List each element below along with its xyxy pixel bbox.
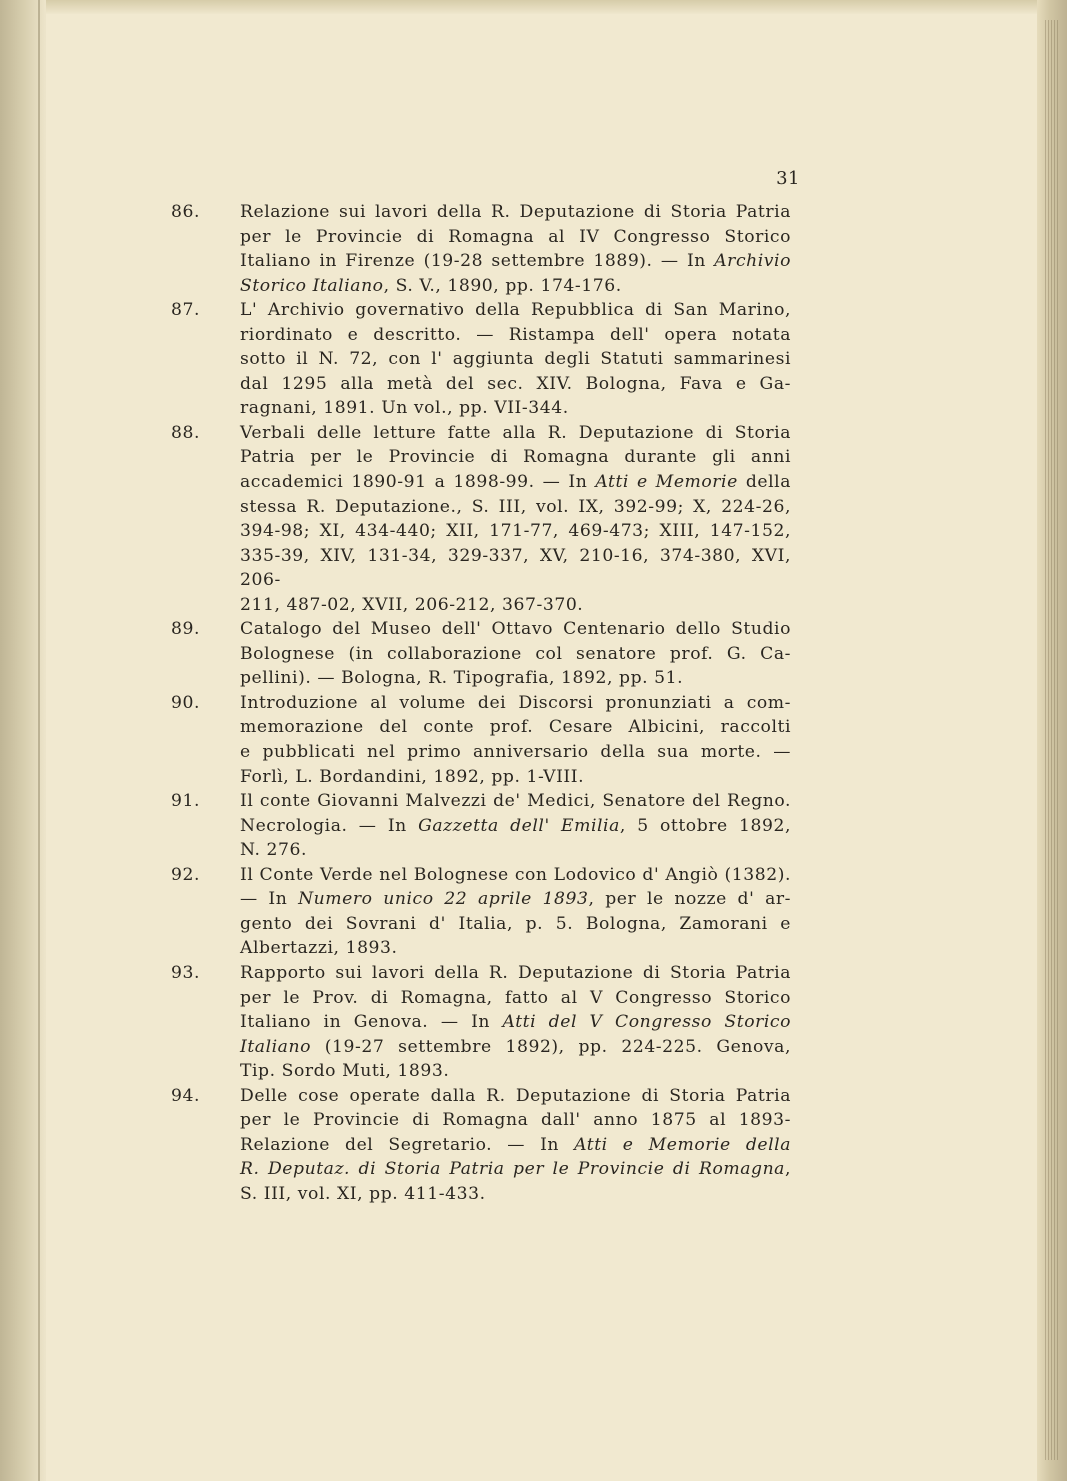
entry-text: Patria per le Provincie di Romagna durante gli anni <box>240 447 791 468</box>
entry-line <box>212 691 791 716</box>
bibliography-entry <box>171 1084 791 1207</box>
italic-title: Italiano <box>240 1036 312 1057</box>
entry-line <box>212 863 791 888</box>
entry-line <box>212 838 791 863</box>
entry-text: ragnani, 1891. Un vol., pp. VII-344. <box>240 398 569 419</box>
entry-text: , <box>784 1159 791 1180</box>
entry-text: accademici 1890-91 a 1898-99. — In <box>240 472 596 493</box>
entry-text: Introduzione al volume dei Discorsi pronunziati a com- <box>240 692 791 713</box>
entry-line <box>212 347 791 372</box>
entry-text: memorazione del conte prof. Cesare Albicini, raccolti <box>240 717 791 738</box>
bibliography-list <box>171 200 791 1206</box>
entry-text: pellini). — Bologna, R. Tipografia, 1892, pp. 51. <box>240 668 684 689</box>
entry-number: 93. <box>171 962 200 983</box>
entry-text: sotto il N. 72, con l' aggiunta degli Statuti sammarinesi <box>240 349 791 370</box>
entry-line <box>212 814 791 839</box>
entry-line <box>212 544 791 593</box>
page-stack-lines <box>1045 20 1059 1460</box>
page-top-edge <box>40 0 1047 14</box>
bibliography-entry <box>171 961 791 1084</box>
entry-text: Forlì, L. Bordandini, 1892, pp. 1-VIII. <box>240 766 585 787</box>
bibliography-entry <box>171 617 791 691</box>
italic-title: Atti del V Congresso Storico <box>502 1012 791 1033</box>
entry-line <box>212 274 791 299</box>
entry-text: Il Conte Verde nel Bolognese con Lodovico d' Angiò (1382). <box>240 864 791 885</box>
entry-line <box>212 1035 791 1060</box>
entry-line <box>212 519 791 544</box>
entry-text: dal 1295 alla metà del sec. XIV. Bologna, Fava e Ga- <box>240 373 791 394</box>
entry-text: Relazione del Segretario. — In <box>240 1134 575 1155</box>
entry-text: Necrologia. — In <box>240 815 419 836</box>
entry-text: Italiano in Genova. — In <box>240 1012 503 1033</box>
entry-line <box>212 298 791 323</box>
italic-title: Atti e Memorie della <box>574 1134 791 1155</box>
entry-line <box>212 396 791 421</box>
bibliography-entry <box>171 789 791 863</box>
entry-line <box>212 445 791 470</box>
entry-line <box>212 666 791 691</box>
entry-line <box>212 470 791 495</box>
entry-text: e pubblicati nel primo anniversario della sua morte. — <box>240 742 791 763</box>
entry-line <box>212 789 791 814</box>
entry-text: , per le nozze d' ar- <box>588 889 791 910</box>
bibliography-entry <box>171 863 791 961</box>
entry-text: S. III, vol. XI, pp. 411-433. <box>240 1183 486 1204</box>
italic-title: Numero unico 22 aprile 1893 <box>298 889 589 910</box>
italic-title: Atti e Memorie <box>595 472 738 493</box>
entry-number: 86. <box>171 202 200 222</box>
page-stack-edge <box>1037 0 1067 1481</box>
entry-number: 92. <box>171 864 200 885</box>
entry-text: per le Provincie di Romagna al IV Congresso Storico <box>240 226 791 247</box>
bibliography-entry <box>171 298 791 421</box>
entry-text: Delle cose operate dalla R. Deputazione di Storia Patria <box>240 1085 791 1106</box>
page-number: 31 <box>776 168 800 189</box>
entry-text: per le Provincie di Romagna dall' anno 1875 al 1893- <box>240 1110 791 1131</box>
entry-line <box>212 887 791 912</box>
entry-text: per le Prov. di Romagna, fatto al V Congresso Storico <box>240 987 791 1008</box>
binding-gutter <box>38 0 40 1481</box>
entry-text: gento dei Sovrani d' Italia, p. 5. Bologna, Zamorani e <box>240 913 791 934</box>
entry-text: Rapporto sui lavori della R. Deputazione di Storia Patria <box>240 962 791 983</box>
entry-text: Relazione sui lavori della R. Deputazione di Storia Patria <box>240 202 791 222</box>
bibliography-entry <box>171 691 791 789</box>
entry-text: 394-98; XI, 434-440; XII, 171-77, 469-473; XIII, 147-152, <box>240 521 791 542</box>
entry-text: Tip. Sordo Muti, 1893. <box>240 1061 450 1082</box>
entry-line <box>212 1133 791 1158</box>
entry-text: — In <box>240 889 299 910</box>
italic-title: Gazzetta dell' Emilia <box>418 815 620 836</box>
entry-line <box>212 740 791 765</box>
entry-text: Albertazzi, 1893. <box>240 938 398 959</box>
entry-text: 335-39, XIV, 131-34, 329-337, XV, 210-16, 374-380, XVI, 206- <box>240 545 791 591</box>
entry-line <box>212 249 791 274</box>
entry-line <box>212 986 791 1011</box>
entry-line <box>212 1084 791 1109</box>
entry-text: L' Archivio governativo della Repubblica di San Marino, <box>240 300 791 321</box>
bibliography-entry <box>171 421 791 617</box>
entry-line <box>212 936 791 961</box>
entry-number: 87. <box>171 300 200 321</box>
entry-line <box>212 323 791 348</box>
entry-line <box>212 765 791 790</box>
entry-text: Italiano in Firenze (19-28 settembre 1889). — In <box>240 251 715 272</box>
entry-text: Catalogo del Museo dell' Ottavo Centenario dello Studio <box>240 619 791 640</box>
entry-line <box>212 200 791 225</box>
entry-line <box>212 642 791 667</box>
entry-line <box>212 1182 791 1207</box>
entry-line <box>212 961 791 986</box>
entry-text: Bolognese (in collaborazione col senatore prof. G. Ca- <box>240 643 791 664</box>
entry-line <box>212 593 791 618</box>
entry-text: 211, 487-02, XVII, 206-212, 367-370. <box>240 594 584 615</box>
entry-number: 90. <box>171 692 200 713</box>
entry-number: 89. <box>171 619 200 640</box>
entry-text: della <box>737 472 791 493</box>
entry-line <box>212 495 791 520</box>
entry-text: Il conte Giovanni Malvezzi de' Medici, Senatore del Regno. <box>240 791 791 812</box>
entry-text: riordinato e descritto. — Ristampa dell' opera notata <box>240 324 791 345</box>
entry-line <box>212 617 791 642</box>
italic-title: Archivio <box>714 251 791 272</box>
entry-line <box>212 1059 791 1084</box>
entry-line <box>212 912 791 937</box>
entry-number: 88. <box>171 422 200 443</box>
entry-line <box>212 1010 791 1035</box>
entry-line <box>212 1157 791 1182</box>
entry-text: , 5 ottobre 1892, <box>619 815 791 836</box>
entry-line <box>212 421 791 446</box>
entry-line <box>212 715 791 740</box>
entry-text: N. 276. <box>240 840 307 861</box>
entry-text: (19-27 settembre 1892), pp. 224-225. Genova, <box>311 1036 791 1057</box>
entry-text: stessa R. Deputazione., S. III, vol. IX, 392-99; X, 224-26, <box>240 496 791 517</box>
italic-title: R. Deputaz. di Storia Patria per le Provincie di Romagna <box>240 1159 785 1180</box>
entry-number: 91. <box>171 791 200 812</box>
entry-text: Verbali delle letture fatte alla R. Deputazione di Storia <box>240 422 791 443</box>
entry-line <box>212 1108 791 1133</box>
entry-line <box>212 225 791 250</box>
entry-number: 94. <box>171 1085 200 1106</box>
bibliography-entry <box>171 200 791 298</box>
italic-title: Storico Italiano <box>240 275 384 296</box>
entry-line <box>212 372 791 397</box>
entry-text: , S. V., 1890, pp. 174-176. <box>383 275 622 296</box>
